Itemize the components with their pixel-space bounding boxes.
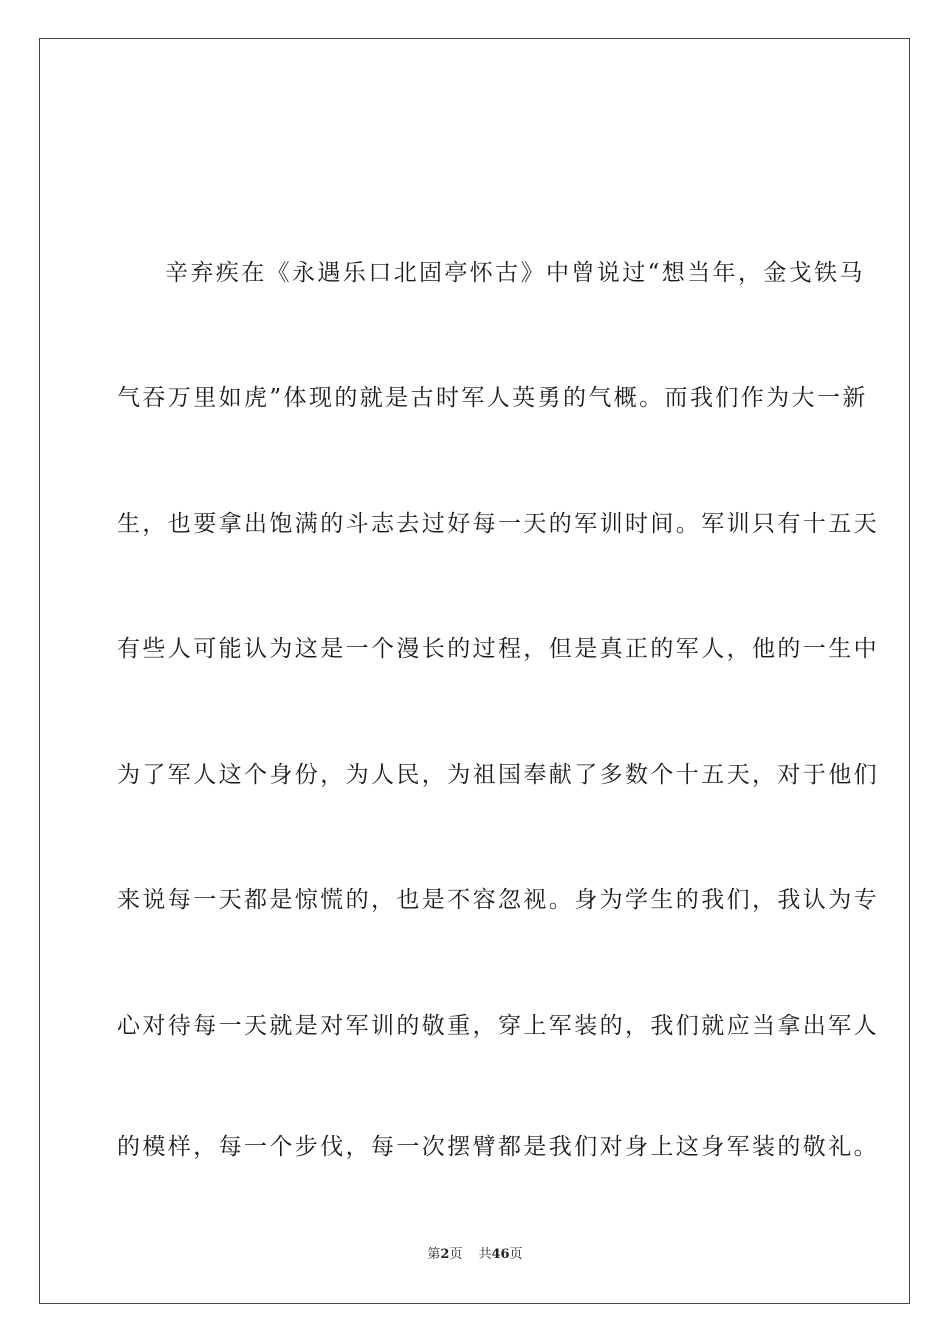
paragraph-line-2: 气吞万里如虎”体现的就是古时军人英勇的气概。而我们作为大一新 [117,385,868,411]
paragraph-line-3: 生，也要拿出饱满的斗志去过好每一天的军训时间。军训只有十五天 [117,511,879,537]
page-prefix: 第 [427,1247,441,1262]
total-prefix: 共 [478,1247,492,1262]
paragraph-line-8: 的模样，每一个步伐，每一次摆臂都是我们对身上这身军装的敬礼。 [117,1134,879,1160]
total-pages: 46 [491,1247,510,1262]
page-footer [0,1246,950,1264]
page-border [39,38,910,1304]
paragraph-line-7: 心对待每一天就是对军训的敬重，穿上军装的，我们就应当拿出军人 [117,1013,879,1039]
total-suffix: 页 [509,1247,523,1262]
page-number: 2 [440,1247,450,1262]
paragraph-line-6: 来说每一天都是惊慌的，也是不容忽视。身为学生的我们，我认为专 [117,887,879,913]
paragraph-line-4: 有些人可能认为这是一个漫长的过程，但是真正的军人，他的一生中 [117,636,879,662]
page-suffix: 页 [449,1247,463,1262]
paragraph-line-1: 辛弃疾在《永遇乐口北固亭怀古》中曾说过“想当年，金戈铁马 [165,260,865,286]
paragraph-line-5: 为了军人这个身份，为人民，为祖国奉献了多数个十五天，对于他们 [117,762,879,788]
